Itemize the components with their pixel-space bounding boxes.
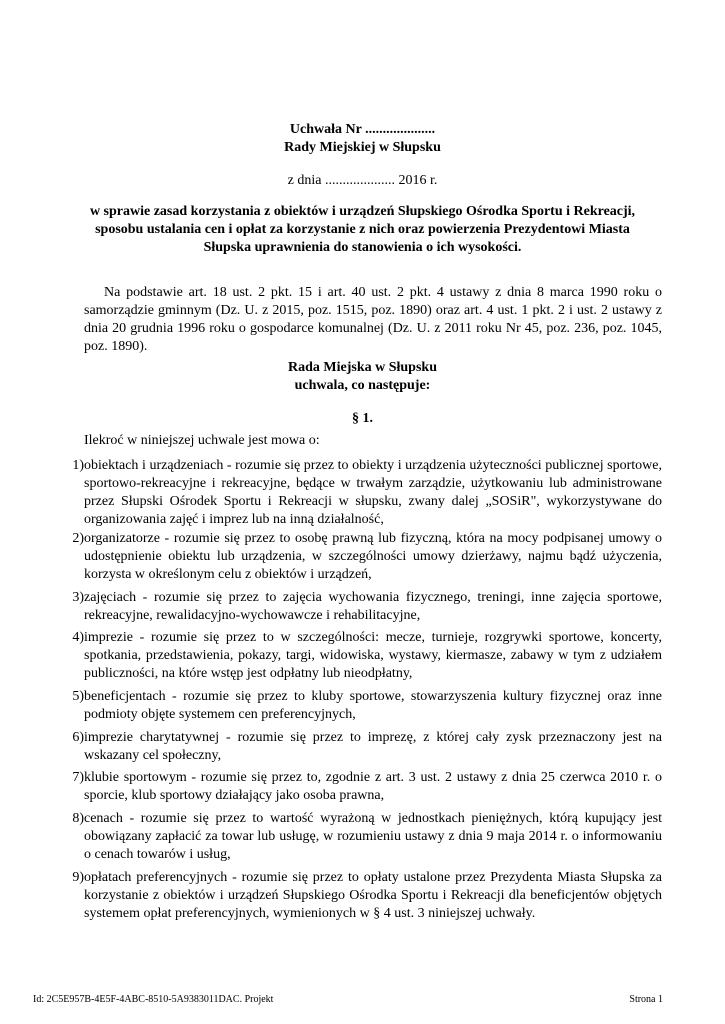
- resolution-title: Uchwała Nr ....................: [289, 122, 436, 137]
- definition-text: imprezie charytatywnej - rozumie się przez to imprezę, z której cały zysk przeznaczony jest na wskazany cel społeczny,: [84, 730, 662, 763]
- definition-text: zajęciach - rozumie się przez to zajęcia wychowania fizycznego, treningi, inne zajęcia sportowe, rekreacyjne, rewalidacyjno-wychowawcze i rehabilitacyjne,: [84, 590, 662, 623]
- definition-item: [68, 869, 662, 923]
- definition-number: 6): [72, 730, 84, 745]
- resolution-date: z dnia .................... 2016 r.: [287, 173, 438, 188]
- definition-number: 1): [72, 458, 84, 473]
- definition-number: 4): [72, 630, 84, 645]
- definition-number: 7): [72, 770, 84, 785]
- definition-number: 5): [72, 689, 84, 704]
- definition-text: klubie sportowym - rozumie się przez to, zgodnie z art. 3 ust. 2 ustawy z dnia 25 czerwca 2010 r. o sporcie, klub sportowy działający jako osoba prawna,: [84, 770, 662, 803]
- definition-text: organizatorze - rozumie się przez to osobę prawną lub fizyczną, która na mocy podpisanej umowy o udostępnienie obiektu lub urządzenia, w szczególności umowy dzierżawy, najmu bądź użyczenia, korzysta w określonym celu z obiektów i urządzeń,: [84, 531, 662, 582]
- section-intro: Ilekroć w niniejszej uchwale jest mowa o:: [84, 433, 320, 448]
- resolves-heading: uchwala, co następuje:: [294, 378, 431, 393]
- definition-text: imprezie - rozumie się przez to w szczególności: mecze, turnieje, rozgrywki sportowe, koncerty, spotkania, przedstawienia, pokazy, targi, widowiska, wystawy, kiermasze, zabawy w tym z udziałem publiczności, na które wstęp jest odpłatny lub nieodpłatny,: [84, 630, 662, 681]
- definition-text: opłatach preferencyjnych - rozumie się przez to opłaty ustalone przez Prezydenta Miasta Słupska za korzystanie z obiektów i urządzeń Słupskiego Ośrodka Sportu i Rekreacji dla beneficjentów objętych systemem opłat preferencyjnych, wymienionych w § 4 ust. 3 niniejszej uchwały.: [84, 870, 662, 921]
- document-id-footer: Id: 2C5E957B-4E5F-4ABC-8510-5A9383011DAC. Projekt: [33, 994, 274, 1005]
- resolution-subject: w sprawie zasad korzystania z obiektów i urządzeń Słupskiego Ośrodka Sportu i Rekreacji, sposobu ustalania cen i opłat za korzystanie z nich oraz powierzenia Prezydentowi Miasta Słupska uprawnienia do stanowienia o ich wysokości.: [89, 204, 636, 255]
- definition-item: [68, 530, 662, 584]
- definition-number: 2): [72, 531, 84, 546]
- definition-number: 3): [72, 590, 84, 605]
- page-number-footer: Strona 1: [629, 994, 663, 1005]
- definition-item: [68, 629, 662, 683]
- definition-item: [68, 769, 662, 805]
- definition-number: 9): [72, 870, 84, 885]
- definition-item: [68, 688, 662, 724]
- definition-number: 8): [72, 811, 84, 826]
- definition-item: [68, 810, 662, 864]
- definition-text: obiektach i urządzeniach - rozumie się przez to obiekty i urządzenia użyteczności publicznej sportowe, sportowo-rekreacyjne i rekreacyjne, będące w trwałym zarządzie, użytkowaniu lub administrowane przez Słupski Ośrodek Sportu i Rekreacji w słupsku, zwany dalej „SOSiR", wykorzystywane do organizowania zajęć i imprez lub na inną działalność,: [84, 458, 662, 527]
- definition-text: cenach - rozumie się przez to wartość wyrażoną w jednostkach pieniężnych, którą kupujący jest obowiązany zapłacić za towar lub usługę, w rozumieniu ustawy z dnia 9 maja 2014 r. o informowaniu o cenach towarów i usług,: [84, 811, 662, 862]
- definition-text: beneficjentach - rozumie się przez to kluby sportowe, stowarzyszenia kultury fizycznej oraz inne podmioty objęte systemem cen preferencyjnych,: [84, 689, 662, 722]
- definition-item: [68, 589, 662, 625]
- council-heading: Rada Miejska w Słupsku: [288, 360, 437, 375]
- definition-item: [68, 729, 662, 765]
- section-mark: § 1.: [352, 411, 373, 426]
- council-name: Rady Miejskiej w Słupsku: [284, 140, 441, 155]
- definition-item: [68, 457, 662, 529]
- legal-basis: Na podstawie art. 18 ust. 2 pkt. 15 i art. 40 ust. 2 pkt. 4 ustawy z dnia 8 marca 1990 roku o samorządzie gminnym (Dz. U. z 2015, poz. 1515, poz. 1890) oraz art. 4 ust. 1 pkt. 2 i ust. 2 ustawy z dnia 20 grudnia 1996 roku o gospodarce komunalnej (Dz. U. z 2011 roku Nr 45, poz. 236, poz. 1045, poz. 1890).: [84, 285, 662, 354]
